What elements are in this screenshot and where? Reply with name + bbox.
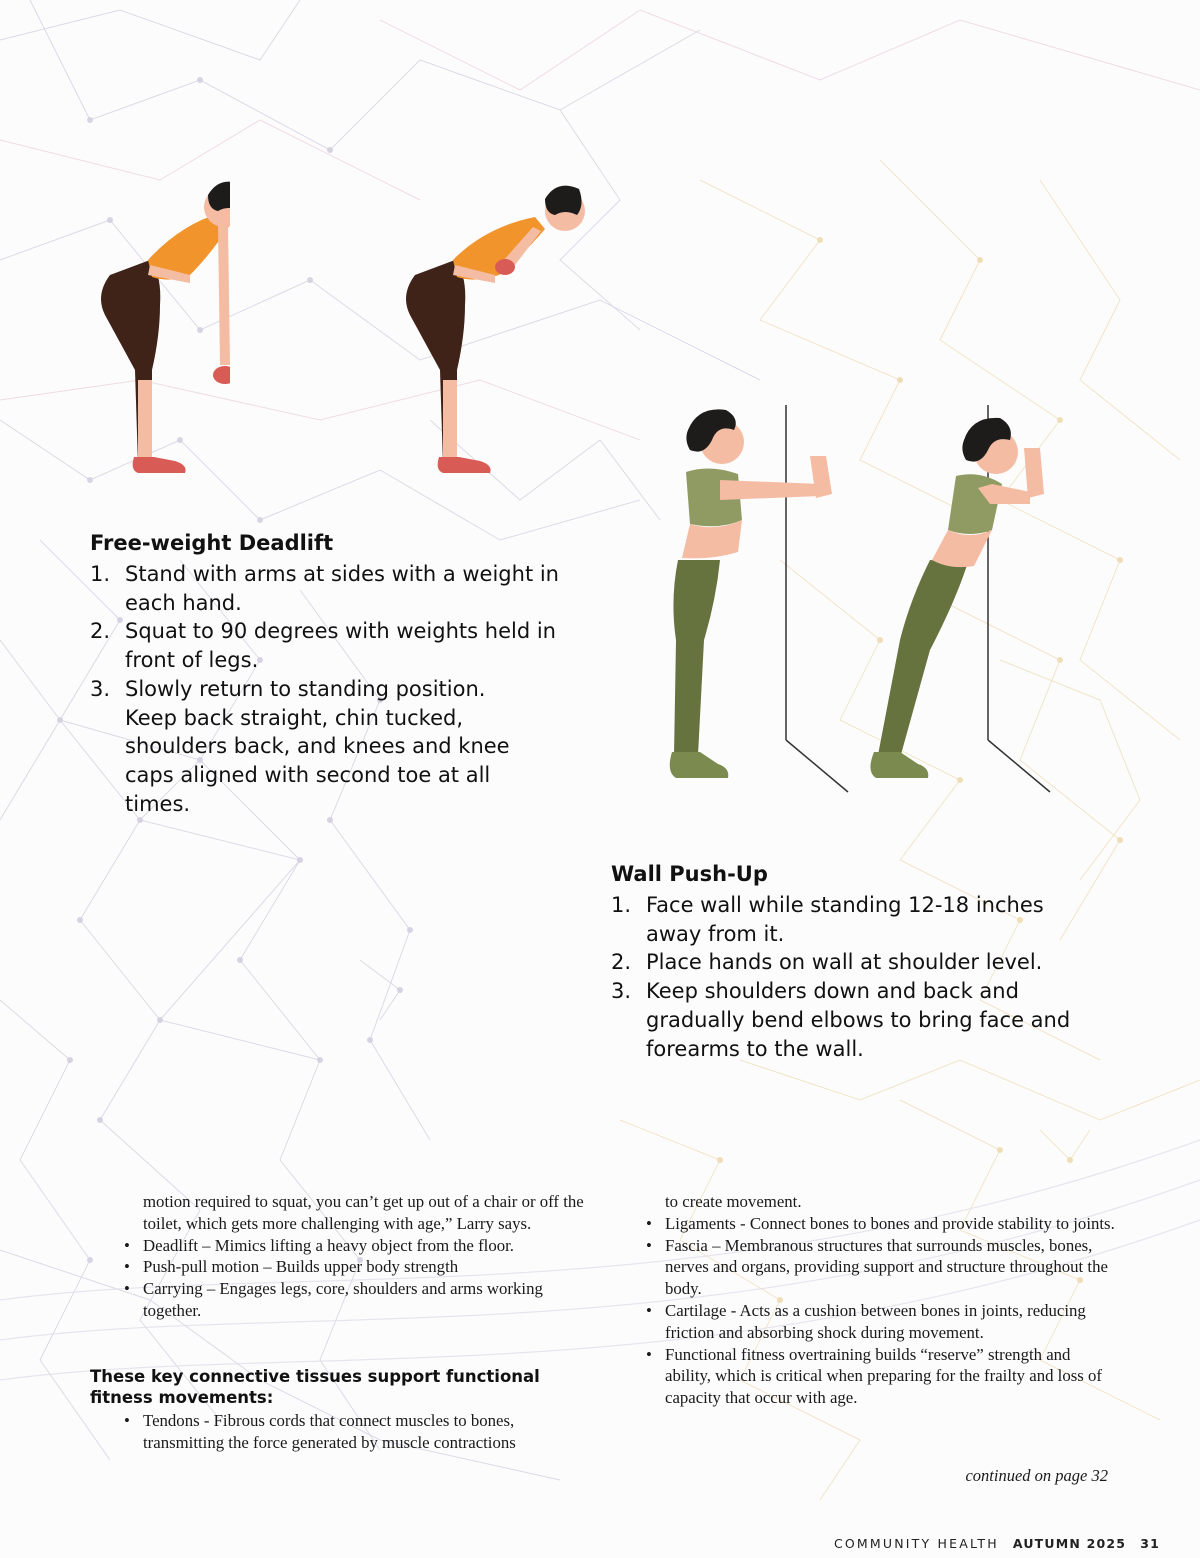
list-item: • Carrying – Engages legs, core, shoulders and arms working together. [124, 1279, 543, 1320]
step-text: Face wall while standing 12-18 inches away from it. [646, 893, 1044, 946]
deadlift-standing-hair [208, 182, 230, 211]
list-item: • Fascia – Membranous structures that surrounds muscles, bones, nerves and organs, providing support and structure throughout the body. [646, 1235, 1108, 1299]
deadlift-standing-shoe [133, 457, 186, 473]
step-text: Place hands on wall at shoulder level. [646, 950, 1043, 975]
wall-pushup-standing-illustration [660, 400, 860, 800]
pushup-step [611, 891, 1101, 948]
page-footer [834, 1536, 1160, 1551]
deadlift-bent-shoe [438, 457, 491, 473]
page-number: 31 [1140, 1536, 1160, 1551]
step-text: Slowly return to standing position. Keep back straight, chin tucked, shoulders back, and knees and knee caps aligned with second toe at all times. [125, 676, 510, 816]
tissue-list-left [124, 1410, 593, 1454]
step-number: 3. [90, 676, 111, 701]
deadlift-step [90, 560, 600, 617]
bullet-glyph: • [646, 1235, 652, 1255]
list-item: • Functional fitness overtraining builds “reserve” strength and ability, which is critical when preparing for the frailty and loss of capacity that occur with age. [646, 1344, 1102, 1408]
pushup-step [611, 977, 1101, 1063]
deadlift-standing-dumbbell [213, 366, 230, 384]
bullet-glyph: • [646, 1344, 652, 1364]
left-intro-paragraph: motion required to squat, you can’t get up out of a chair or off the toilet, which gets more challenging with age,” Larry says. [143, 1192, 584, 1233]
right-intro-paragraph: to create movement. [665, 1192, 802, 1211]
step-text: Keep shoulders down and back and gradually bend elbows to bring face and forearms to the wall. [646, 979, 1071, 1061]
deadlift-title: Free-weight Deadlift [90, 531, 334, 555]
wall-pushup-standing-legs [673, 560, 720, 755]
step-number: 3. [611, 979, 632, 1004]
bullet-glyph: • [124, 1411, 130, 1430]
tissue-list-right [646, 1213, 1115, 1409]
movement-list [124, 1235, 593, 1322]
wall-pushup-leaning-illustration [860, 400, 1060, 800]
wall-pushup-leaning-legs [878, 560, 968, 758]
list-item: • Cartilage - Acts as a cushion between bones in joints, reducing friction and absorbing shock during movement. [646, 1300, 1086, 1342]
left-column [124, 1191, 593, 1322]
wall-pushup-leaning-shoe [870, 752, 928, 778]
bullet-glyph: • [124, 1235, 130, 1255]
step-number: 2. [611, 950, 632, 975]
pushup-steps [611, 891, 1101, 1063]
step-number: 1. [90, 562, 111, 586]
bullet-glyph: • [124, 1279, 130, 1299]
bullet-glyph: • [646, 1213, 652, 1233]
wall-pushup-standing-shoe [670, 752, 729, 778]
pushup-step [611, 948, 1101, 977]
issue-label: AUTUMN 2025 [1012, 1536, 1127, 1551]
step-number: 1. [611, 893, 632, 917]
deadlift-bent-illustration [395, 165, 595, 485]
step-text: Stand with arms at sides with a weight in each hand. [125, 562, 559, 615]
wall-pushup-leaning-torso [948, 474, 1002, 534]
pushup-title: Wall Push-Up [611, 862, 768, 886]
step-text: Squat to 90 degrees with weights held in front of legs. [125, 619, 556, 673]
bullet-glyph: • [124, 1257, 130, 1277]
deadlift-step [90, 617, 600, 674]
step-number: 2. [90, 619, 111, 644]
list-item: • Deadlift – Mimics lifting a heavy object from the floor. [124, 1235, 514, 1255]
deadlift-step [90, 675, 600, 819]
deadlift-bent-dumbbell [495, 259, 515, 275]
list-item: • Ligaments - Connect bones to bones and provide stability to joints. [646, 1213, 1115, 1233]
connective-tissues-subhead: These key connective tissues support functional fitness movements: [90, 1367, 540, 1407]
list-item: • Push-pull motion – Builds upper body strength [124, 1257, 459, 1277]
publication-name: COMMUNITY HEALTH [833, 1536, 999, 1551]
list-item: • Tendons - Fibrous cords that connect muscles to bones, transmitting the force generated by muscle contractions [124, 1411, 516, 1452]
deadlift-bent-hair [545, 186, 582, 215]
deadlift-standing-illustration [90, 165, 230, 485]
deadlift-steps [90, 560, 600, 818]
bullet-glyph: • [646, 1300, 652, 1320]
wall-pushup-standing-arm [720, 480, 820, 500]
right-column [646, 1191, 1115, 1409]
deadlift-standing-arm [218, 225, 230, 365]
continued-note: continued on page 32 [965, 1466, 1108, 1485]
